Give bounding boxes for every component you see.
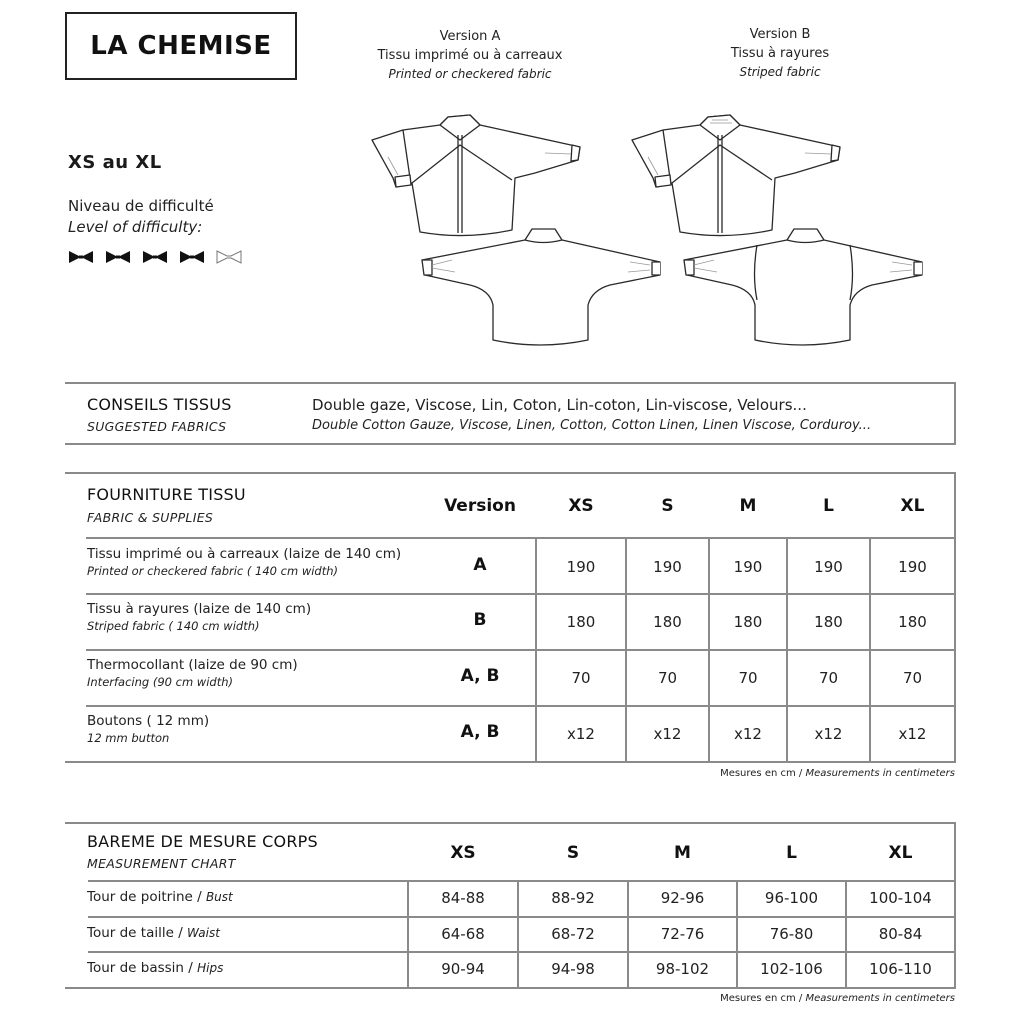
bow-tie-outline-icon <box>216 250 242 264</box>
table-cell: 94-98 <box>551 960 595 978</box>
table-cell: 80-84 <box>878 925 923 943</box>
measurement-chart-subtitle: MEASUREMENT CHART <box>87 856 236 871</box>
row-rule <box>86 705 956 707</box>
table-cell: 70 <box>902 669 923 687</box>
table-cell: 102-106 <box>760 960 823 978</box>
bow-tie-icon <box>68 250 94 264</box>
table-row-label: Tour de taille / Waist <box>87 925 220 941</box>
version-b-back-sketch <box>684 229 922 345</box>
version-cell: A, B <box>460 666 500 686</box>
column-header-size: M <box>674 843 691 863</box>
table-cell: 100-104 <box>869 889 932 907</box>
table-cell: 180 <box>733 613 763 631</box>
column-header-size: XL <box>888 843 913 863</box>
table-cell: x12 <box>814 725 843 743</box>
column-header-size: S <box>566 843 580 863</box>
version-cell: B <box>473 610 487 630</box>
table-cell: 180 <box>898 613 927 631</box>
column-header-size: XS <box>568 496 594 516</box>
table-bottom-rule <box>65 761 956 763</box>
bow-tie-icon <box>142 250 168 264</box>
measurement-chart-title: BAREME DE MESURE CORPS <box>87 832 318 851</box>
table-cell: 180 <box>566 613 596 631</box>
table-cell: x12 <box>898 725 927 743</box>
difficulty-label-fr: Niveau de difficulté <box>68 197 214 215</box>
table-cell: 180 <box>814 613 843 631</box>
table-cell: 70 <box>657 669 678 687</box>
title-box <box>65 12 297 80</box>
fabric-supplies-subtitle: FABRIC & SUPPLIES <box>87 510 214 525</box>
table-cell: 106-110 <box>869 960 932 978</box>
header-rule <box>86 537 956 539</box>
column-header-size: XS <box>450 843 476 863</box>
table-cell: 190 <box>566 558 596 576</box>
table-row-label: Boutons ( 12 mm) 12 mm button <box>87 713 210 745</box>
units-note: Mesures en cm / Measurements in centimeters <box>720 768 955 779</box>
table-cell: x12 <box>653 725 682 743</box>
version-b-fabric-en: Striped fabric <box>739 65 821 79</box>
column-header-size: L <box>786 843 797 863</box>
table-row-label: Tour de bassin / Hips <box>87 960 224 976</box>
column-header-version: Version <box>444 496 516 516</box>
table-cell: 76-80 <box>769 925 814 943</box>
table-row-label: Thermocollant (laize de 90 cm) Interfacing (90 cm width) <box>87 657 298 689</box>
table-top-rule <box>65 472 956 474</box>
suggested-fabrics-list-en: Double Cotton Gauze, Viscose, Linen, Cotton, Cotton Linen, Linen Viscose, Corduroy... <box>312 418 872 433</box>
table-cell: 190 <box>733 558 763 576</box>
difficulty-label-en: Level of difficulty: <box>68 218 203 236</box>
version-a-back-sketch <box>422 229 660 345</box>
table-cell: 64-68 <box>441 925 485 943</box>
table-cell: 190 <box>898 558 927 576</box>
table-row-label: Tissu à rayures (laize de 140 cm) Striped fabric ( 140 cm width) <box>87 601 312 633</box>
row-rule <box>88 916 956 918</box>
version-b-fabric-fr: Tissu à rayures <box>730 46 830 61</box>
version-a-fabric-en: Printed or checkered fabric <box>388 67 552 81</box>
pattern-title: LA CHEMISE <box>90 31 272 61</box>
bow-tie-icon <box>105 250 131 264</box>
version-a-heading <box>370 27 570 84</box>
shirt-sketches <box>360 105 960 350</box>
column-header-size: XL <box>900 496 925 516</box>
version-a-front-sketch <box>372 115 580 236</box>
table-cell: x12 <box>567 725 595 743</box>
table-cell: 180 <box>653 613 682 631</box>
version-a-fabric-fr: Tissu imprimé ou à carreaux <box>377 48 563 63</box>
row-rule <box>86 649 956 651</box>
version-cell: A <box>473 555 487 575</box>
table-cell: 70 <box>571 669 591 687</box>
table-cell: 72-76 <box>660 925 705 943</box>
bow-tie-icon <box>179 250 205 264</box>
column-header-size: L <box>823 496 834 516</box>
table-cell: 88-92 <box>551 889 595 907</box>
suggested-fabrics-subtitle: SUGGESTED FABRICS <box>87 419 227 434</box>
fabrics-right-rule <box>954 382 956 444</box>
table-cell: 70 <box>818 669 839 687</box>
table-cell: 70 <box>738 669 758 687</box>
table-cell: 68-72 <box>551 925 595 943</box>
table-row-label: Tissu imprimé ou à carreaux (laize de 140 cm) Printed or checkered fabric ( 140 cm width) <box>87 546 402 578</box>
row-rule <box>88 951 956 953</box>
column-header-size: S <box>661 496 674 516</box>
version-b-front-sketch <box>632 115 840 236</box>
difficulty-rating <box>68 250 242 264</box>
table-cell: 190 <box>653 558 682 576</box>
column-header-size: M <box>739 496 757 516</box>
table-cell: 92-96 <box>660 889 705 907</box>
header-rule <box>88 880 956 882</box>
table-cell: 98-102 <box>655 960 710 978</box>
fabrics-bottom-rule <box>65 443 956 445</box>
fabrics-top-rule <box>65 382 956 384</box>
units-note: Mesures en cm / Measurements in centimeters <box>720 993 955 1004</box>
table-cell: 190 <box>814 558 843 576</box>
row-rule <box>86 593 956 595</box>
fabric-supplies-title: FOURNITURE TISSU <box>87 485 246 504</box>
size-range: XS au XL <box>68 152 162 173</box>
suggested-fabrics-title: CONSEILS TISSUS <box>87 395 232 414</box>
table-bottom-rule <box>65 987 956 989</box>
table-cell: 96-100 <box>764 889 819 907</box>
table-cell: 90-94 <box>441 960 485 978</box>
version-b-heading <box>690 25 870 82</box>
table-row-label: Tour de poitrine / Bust <box>87 889 233 905</box>
version-b-title: Version B <box>749 27 811 42</box>
suggested-fabrics-list-fr: Double gaze, Viscose, Lin, Coton, Lin-coton, Lin-viscose, Velours... <box>312 396 807 414</box>
version-cell: A, B <box>460 722 500 742</box>
table-top-rule <box>65 822 956 824</box>
table-cell: 84-88 <box>441 889 485 907</box>
table-cell: x12 <box>734 725 762 743</box>
version-a-title: Version A <box>439 29 501 44</box>
